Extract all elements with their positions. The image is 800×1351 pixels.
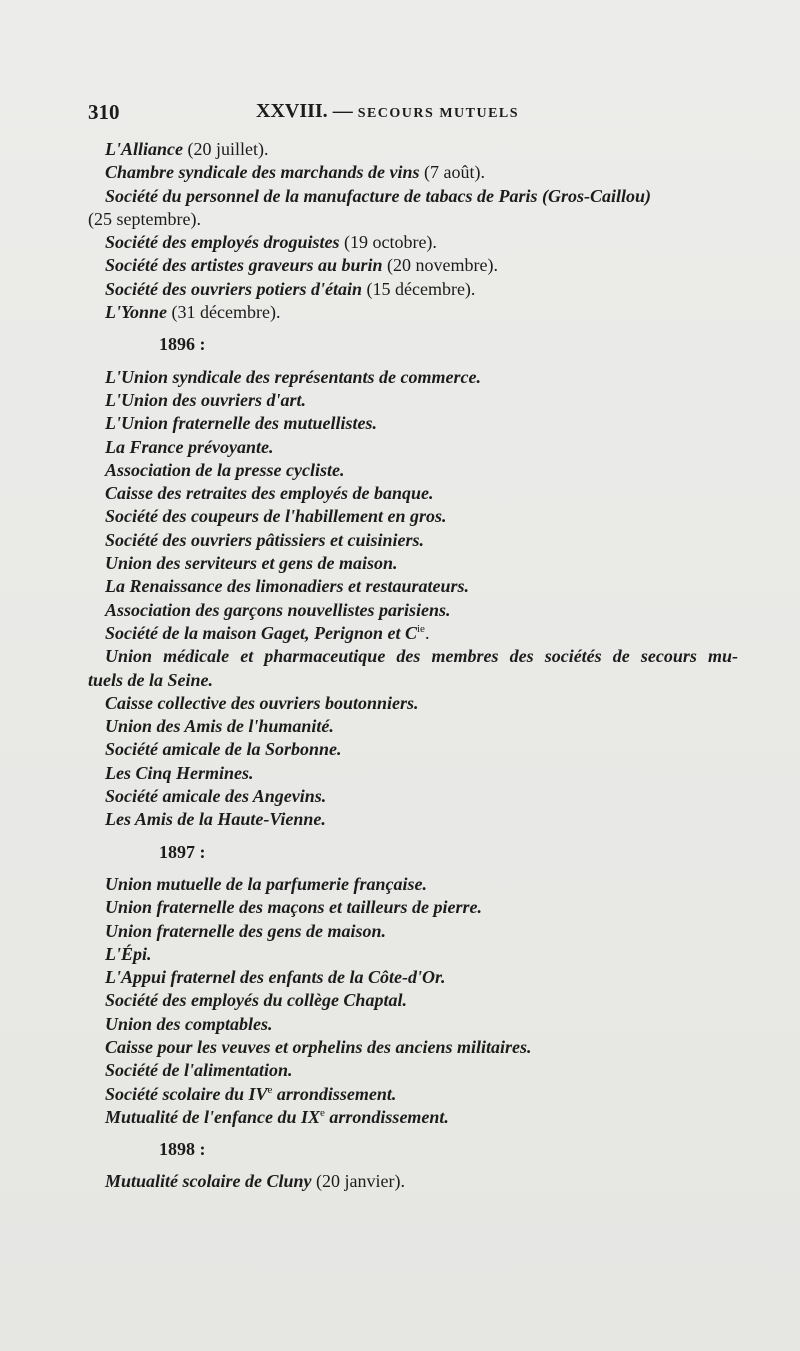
entry-line [88,785,738,808]
entry-name: Mutualité de l'enfance du IX [105,1106,321,1127]
entry-line [88,896,738,919]
entry-line [88,278,738,301]
entry-date: (7 août). [419,162,485,183]
running-header [88,100,738,130]
entry-name: Société de l'alimentation. [105,1060,293,1081]
entry-name: Union des Amis de l'humanité. [105,716,334,737]
entry-line [88,1170,738,1193]
entry-line [88,254,738,277]
entry-name: L'Appui fraternel des enfants de la Côte-d'Or. [105,967,446,988]
entry-name: L'Épi. [105,943,152,964]
entry-tail: arrondissement. [272,1083,397,1104]
entry-line [88,762,738,785]
superscript: ie [417,622,425,635]
entry-date: (25 septembre). [88,208,201,229]
entry-name: L'Alliance [105,139,183,159]
year-heading: 1898 : [159,1139,206,1160]
entry-line [88,366,738,389]
entry-line [88,529,738,552]
entry-name: Union médicale et pharmaceutique des membres des sociétés de secours mu- [105,646,738,667]
entry-line [88,738,738,761]
entry-name: Les Cinq Hermines. [105,762,254,783]
entry-line [88,389,738,412]
entry-line [88,1013,738,1036]
entry-name: Société amicale de la Sorbonne. [105,739,342,760]
entry-line [88,301,738,324]
entry-line [88,622,738,645]
entry-line [88,808,738,831]
entry-line [88,231,738,254]
entry-date: (19 octobre). [339,232,437,253]
title-dash: — [332,100,353,122]
running-title [256,100,519,123]
entry-line [88,599,738,622]
entry-name: Société des employés du collège Chaptal. [105,990,407,1011]
entry-line [88,1106,738,1129]
entry-date: (31 décembre). [167,302,281,323]
entry-line [88,1083,738,1106]
entry-line [88,459,738,482]
superscript: e [320,1106,325,1119]
entry-name: Caisse pour les veuves et orphelins des anciens militaires. [105,1036,532,1057]
entry-line [88,966,738,989]
entry-line [88,1036,738,1059]
entry-line [88,575,738,598]
entry-name: Société amicale des Angevins. [105,786,327,807]
entry-line [88,412,738,435]
entry-line [88,138,738,161]
entry-tail: . [424,622,430,643]
entry-tail: arrondissement. [324,1106,449,1127]
entry-date: (20 juillet). [183,139,269,159]
entry-name: Union fraternelle des gens de maison. [105,920,387,941]
entry-line [88,920,738,943]
entry-name: Caisse collective des ouvriers boutonniers. [105,692,419,713]
entry-continuation [88,669,738,692]
entry-date: (15 décembre). [361,278,476,299]
entry-line [88,645,738,668]
entry-name: L'Union fraternelle des mutuellistes. [105,413,378,434]
entry-name: Société des ouvriers potiers d'étain [105,278,362,299]
entry-line [88,692,738,715]
entry-name: Société des employés droguistes [105,232,340,253]
entry-name: Union fraternelle des maçons et tailleurs de pierre. [105,897,482,918]
year-heading: 1896 : [159,334,206,355]
entry-name: Société des artistes graveurs au burin [105,255,383,276]
entry-name: tuels de la Seine. [88,669,213,690]
entry-name: La Renaissance des limonadiers et restaurateurs. [105,576,470,597]
entry-name: Chambre syndicale des marchands de vins [105,162,420,183]
section-title: SECOURS MUTUELS [357,106,520,121]
year-heading: 1897 : [159,841,206,862]
entry-line [88,1059,738,1082]
entry-name: Union des comptables. [105,1013,273,1034]
text-body [88,138,738,1194]
entry-name: L'Union des ouvriers d'art. [105,389,307,410]
entry-line [88,989,738,1012]
chapter-number: XXVIII. [256,100,328,122]
entry-name: L'Union syndicale des représentants de commerce. [105,366,481,387]
entry-name: Société des ouvriers pâtissiers et cuisiniers. [105,529,424,550]
entry-continuation [88,208,738,231]
superscript: e [267,1083,273,1096]
entry-name: Caisse des retraites des employés de banque. [105,483,434,504]
entry-date: (20 novembre). [382,255,498,276]
entry-name: Société des coupeurs de l'habillement en gros. [105,506,447,527]
entry-line [88,482,738,505]
entry-line [88,943,738,966]
entry-name: Société de la maison Gaget, Perignon et C [105,622,417,643]
entry-name: Union mutuelle de la parfumerie française. [105,873,428,894]
entry-line [88,161,738,184]
entry-line [88,715,738,738]
entry-date: (20 janvier). [311,1171,405,1192]
entry-line [88,552,738,575]
entry-line [88,505,738,528]
entry-name: Association de la presse cycliste. [105,459,345,480]
entry-name: Société du personnel de la manufacture de tabacs de Paris (Gros-Caillou) [105,185,651,206]
entry-name: Les Amis de la Haute-Vienne. [105,809,326,830]
entry-name: Société scolaire du IV [105,1083,268,1104]
entry-line [88,185,738,208]
entry-name: La France prévoyante. [105,436,274,457]
entry-name: Mutualité scolaire de Cluny [105,1171,312,1192]
entry-line [88,873,738,896]
entry-name: L'Yonne [105,302,168,323]
entry-name: Union des serviteurs et gens de maison. [105,553,398,574]
entry-name: Association des garçons nouvellistes parisiens. [105,599,451,620]
entry-line [88,436,738,459]
page-number: 310 [88,100,120,124]
